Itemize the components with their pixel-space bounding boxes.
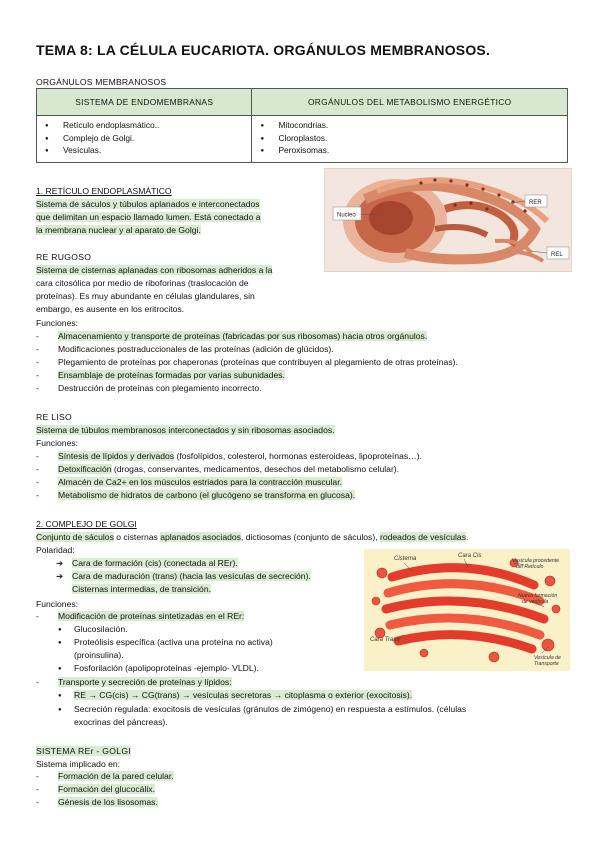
- re-liso-desc-text: Sistema de túbulos membranosos interconectados y sin ribosomas asociados.: [36, 425, 335, 435]
- list-item-text: Fosforilación (apolipoproteínas -ejemplo- VLDL).: [74, 663, 259, 673]
- golgi-illustration: [364, 549, 570, 671]
- list-item: ● Peroxisomas.: [260, 145, 561, 158]
- list-item: - Síntesis de lípidos y derivados (fosfolípidos, colesterol, hormonas esteroideas, lipoproteínas…).: [36, 451, 423, 461]
- re-rugoso-heading: RE RUGOSO: [36, 252, 92, 262]
- table-header-endomembranas: SISTEMA DE ENDOMEMBRANAS: [37, 89, 252, 116]
- re-rugoso-funciones-label: Funciones:: [36, 318, 79, 328]
- list-item: ● Cloroplastos.: [260, 133, 561, 146]
- golgi-heading: 2. COMPLEJO DE GOLGI: [36, 519, 137, 529]
- list-item: ● Fosforilación (apolipoproteínas -ejemplo- VLDL).: [58, 663, 259, 673]
- list-item-text: Almacenamiento y transporte de proteínas (fabricadas por sus ribosomas) hacia otros orgánulos.: [58, 331, 428, 341]
- label-rer: RER: [529, 200, 542, 206]
- list-item: ● Proteólisis específica (activa una proteína no activa): [58, 637, 273, 647]
- list-item: - Génesis de los lisosomas.: [36, 797, 158, 807]
- label-vesicula-procedente: Vesícula procedente: [512, 558, 560, 564]
- re-rugoso-line: cara citosólica por medio de riboforinas (traslocación de: [36, 278, 249, 288]
- re-rugoso-line: Sistema de cisternas aplanadas con ribosomas adheridos a la: [36, 265, 273, 275]
- golgi-intro-part: o cisternas: [113, 532, 161, 542]
- er-illustration: [325, 169, 571, 271]
- list-item-text: Formación de la pared celular.: [58, 771, 174, 781]
- golgi-intro-part: , dictiosomas (conjunto de sáculos),: [240, 532, 380, 542]
- re-intro: [36, 198, 261, 237]
- complejo-golgi-image: [364, 549, 570, 671]
- re-liso-desc: [36, 424, 335, 436]
- list-item-text: Cara de formación (cis) (conectada al REr).: [72, 558, 238, 568]
- list-item-text: Génesis de los lisosomas.: [58, 797, 158, 807]
- table-cell-metabolismo: [252, 116, 568, 163]
- list-item-text: Destrucción de proteínas con plegamiento incorrecto.: [58, 383, 262, 393]
- list-item: - Almacén de Ca2+ en los músculos estriados para la contracción muscular.: [36, 477, 342, 487]
- list-item: - Destrucción de proteínas con plegamiento incorrecto.: [36, 383, 262, 393]
- re-rugoso-line: embargo, es ausente en los eritrocitos.: [36, 304, 185, 314]
- label-nucleo: Nucleo: [337, 212, 356, 219]
- list-item: [74, 650, 124, 660]
- list-item: - Modificaciones postraduccionales de las proteínas (adición de glúcidos).: [36, 344, 334, 354]
- organulos-label: ORGÁNULOS MEMBRANOSOS: [36, 77, 167, 87]
- list-item-text: exocrinas del páncreas).: [74, 717, 168, 727]
- list-item-text: Metabolismo de hidratos de carbono (el glucógeno se transforma en glucosa).: [58, 490, 356, 500]
- golgi-intro: [36, 531, 468, 543]
- re-intro-line: Sistema de sáculos y túbulos aplanados e interconectados: [36, 199, 260, 209]
- golgi-intro-part: aplanados asociados: [160, 532, 241, 542]
- re-liso-funciones-label: Funciones:: [36, 438, 79, 448]
- list-item: - Transporte y secreción de proteínas y lípidos:: [36, 677, 232, 687]
- re-intro-line: la membrana nuclear y al aparato de Golgi.: [36, 225, 201, 235]
- label-cisterna: Cisterna: [394, 556, 417, 562]
- table-cell-endomembranas: [37, 116, 252, 163]
- label-vesicula-procedente-2: del Retículo: [516, 564, 544, 570]
- list-item-text: Secreción regulada: exocitosis de vesículas (gránulos de zimógeno) en respuesta a estímulos. (células: [74, 704, 467, 714]
- list-item-text: Ensamblaje de proteínas formadas por varias subunidades.: [58, 370, 285, 380]
- list-item: - Detoxificación (drogas, conservantes, medicamentos, desechos del metabolismo celular).: [36, 464, 400, 474]
- label-rel: REL: [551, 252, 563, 258]
- list-item: - Ensamblaje de proteínas formadas por varias subunidades.: [36, 370, 285, 380]
- list-item: [74, 717, 168, 727]
- list-item-text: (drogas, conservantes, medicamentos, desechos del metabolismo celular).: [111, 464, 400, 474]
- list-item-highlight: Detoxificación: [58, 464, 112, 474]
- re-rugoso-desc: [36, 264, 272, 316]
- list-item: - Modificación de proteínas sintetizadas en el REr:: [36, 611, 245, 621]
- list-item-text: Formación del glucocálix.: [58, 784, 155, 794]
- sistema-heading-text: SISTEMA REr - GOLGI: [36, 746, 131, 756]
- list-item: - Almacenamiento y transporte de proteínas (fabricadas por sus ribosomas) hacia otros orgánulos.: [36, 331, 428, 341]
- re-rugoso-line: proteínas). Es muy abundante en células glandulares, sin: [36, 291, 255, 301]
- list-item: ● Glucosilación.: [58, 624, 128, 634]
- list-item: ● Vesículas.: [45, 145, 245, 158]
- sistema-label: Sistema implicado en:: [36, 759, 121, 769]
- organulos-table: [36, 88, 568, 163]
- table-header-metabolismo: ORGÁNULOS DEL METABOLISMO ENERGÉTICO: [252, 89, 568, 116]
- list-item: - Plegamiento de proteínas por chaperonas (proteínas que contribuyen al plegamiento de otras proteínas).: [36, 357, 458, 367]
- list-item: ➔ Cara de formación (cis) (conectada al REr).: [56, 558, 238, 568]
- golgi-funciones-label: Funciones:: [36, 599, 79, 609]
- golgi-intro-part: Conjunto de sáculos: [36, 532, 114, 542]
- list-item-text: Modificación de proteínas sintetizadas en el REr:: [58, 611, 245, 621]
- list-item-highlight: Síntesis de lípidos y derivados: [58, 451, 175, 461]
- list-item: ➔ Cara de maduración (trans) (hacia las vesículas de secreción).: [56, 571, 311, 581]
- list-item-text: Plegamiento de proteínas por chaperonas (proteínas que contribuyen al plegamiento de otras proteínas).: [58, 357, 458, 367]
- list-item-text: RE → CG(cis) → CG(trans) → vesículas secretoras → citoplasma o exterior (exocitosis).: [74, 690, 413, 700]
- list-item: - Formación de la pared celular.: [36, 771, 174, 781]
- list-item-text: (proinsulina).: [74, 650, 124, 660]
- list-item-text: (fosfolípidos, colesterol, hormonas esteroideas, lipoproteínas…).: [174, 451, 423, 461]
- list-item-text: Proteólisis específica (activa una proteína no activa): [74, 637, 273, 647]
- golgi-polaridad-label: Polaridad:: [36, 545, 75, 555]
- sistema-heading: [36, 745, 131, 757]
- label-cara-trans: Cara Trans: [370, 637, 400, 643]
- page-title: TEMA 8: LA CÉLULA EUCARIOTA. ORGÁNULOS MEMBRANOSOS.: [36, 42, 491, 58]
- list-item: - Formación del glucocálix.: [36, 784, 155, 794]
- label-vesicula-transporte-2: Transporte: [534, 661, 559, 667]
- list-item: ● Mitocondrias.: [260, 120, 561, 133]
- label-cara-cis: Cara Cis: [458, 553, 482, 559]
- list-item: ● Retículo endoplasmático..: [45, 120, 245, 133]
- reticulo-endoplasmatico-image: [324, 168, 572, 272]
- list-item: ● Complejo de Golgi.: [45, 133, 245, 146]
- label-nueva-formacion-2: de vesícula: [522, 599, 549, 605]
- list-item-text: Cisternas intermedias, de transición.: [72, 584, 211, 594]
- list-item-text: Modificaciones postraduccionales de las proteínas (adición de glúcidos).: [58, 344, 334, 354]
- re-heading: 1. RETÍCULO ENDOPLASMÁTICO: [36, 186, 172, 196]
- list-item-text: Glucosilación.: [74, 624, 128, 634]
- golgi-intro-part: rodeados de vesículas: [379, 532, 466, 542]
- list-item-text: Cara de maduración (trans) (hacia las vesículas de secreción).: [72, 571, 311, 581]
- list-item: [72, 584, 211, 594]
- list-item-text: Almacén de Ca2+ en los músculos estriados para la contracción muscular.: [58, 477, 342, 487]
- list-item: - Metabolismo de hidratos de carbono (el glucógeno se transforma en glucosa).: [36, 490, 356, 500]
- golgi-intro-part: .: [465, 532, 469, 542]
- re-intro-line: que delimitan un espacio llamado lumen. Está conectado a: [36, 212, 261, 222]
- list-item-text: Transporte y secreción de proteínas y lípidos:: [58, 677, 232, 687]
- label-nueva-formacion: Nueva formación: [518, 593, 558, 599]
- list-item: ● Secreción regulada: exocitosis de vesículas (gránulos de zimógeno) en respuesta a estímulos. (células: [58, 704, 467, 714]
- re-liso-heading: RE LISO: [36, 412, 73, 422]
- label-vesicula-transporte: Vesícula de: [534, 655, 561, 661]
- list-item: ● RE → CG(cis) → CG(trans) → vesículas secretoras → citoplasma o exterior (exocitosis).: [58, 690, 413, 700]
